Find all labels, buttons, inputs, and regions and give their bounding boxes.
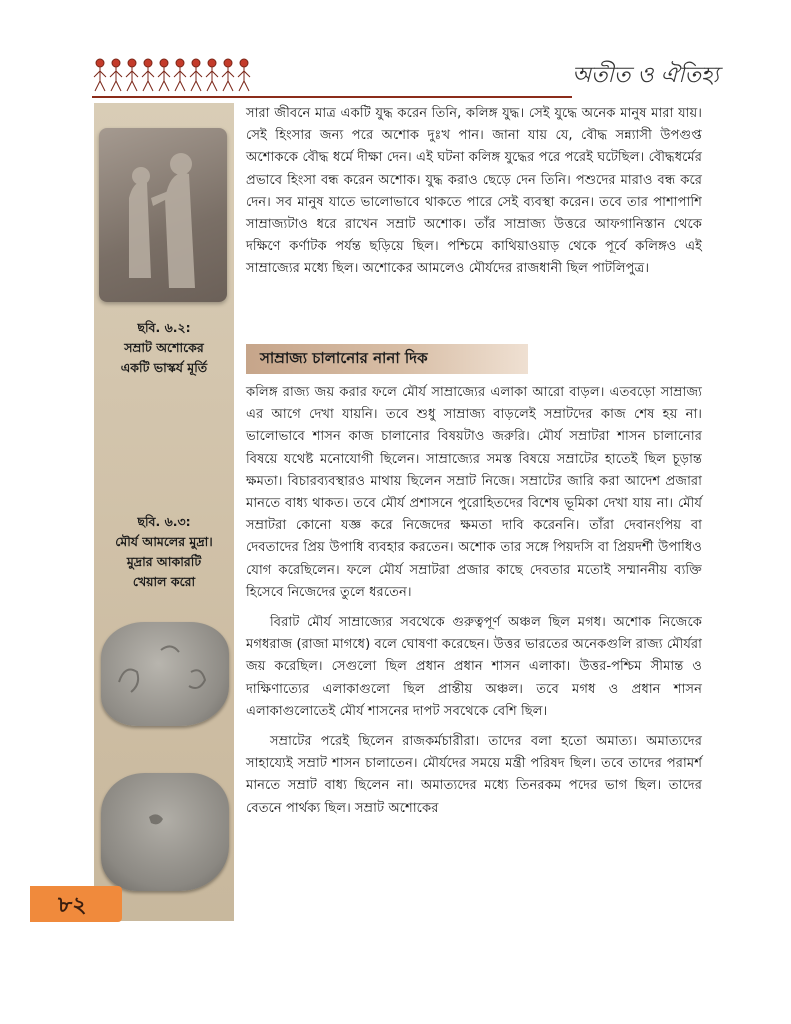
page-number: ৮২ xyxy=(58,893,87,918)
figure-6-3-caption xyxy=(98,512,230,592)
caption-line: মুদ্রার আকারটি xyxy=(126,554,202,569)
paragraph: কলিঙ্গ রাজ্য জয় করার ফলে মৌর্য সাম্রাজ্যের এলাকা আরো বাড়ল। এতবড়ো সাম্রাজ্য এর আগে দেখা যায়নি। তবে শুধু সাম্রাজ্য বাড়লেই সম্রাটদের কাজ শেষ হয় না। ভালোভাবে শাসন কাজ চালানোর বিষয়টাও জরুরি। মৌর্য সম্রাটরা শাসন চালানোর বিষয়ে যথেষ্ট মনোযোগী ছিলেন। সাম্রাজ্যের সমস্ত বিষয়ে সম্রাটের হাতেই ছিল চূড়ান্ত ক্ষমতা। বিচারব্যবস্থারও মাথায় ছিলেন সম্রাট নিজে। সম্রাটের জারি করা আদেশ প্রজারা মানতে বাধ্য থাকত। তবে মৌর্য প্রশাসনে পুরোহিতদের বিশেষ ভূমিকা দেখা যায় না। মৌর্য সম্রাটরা কোনো যজ্ঞ করে নিজেদের ক্ষমতা দাবি করেননি। তাঁরা দেবানংপিয় বা দেবতাদের প্রিয় উপাধি ব্যবহার করতেন। অশোক তার সঙ্গে পিয়দসি বা প্রিয়দর্শী উপাধিও যোগ করেছিলেন। ফলে মৌর্য সম্রাটরা প্রজার কাছে দেবতার মতোই সম্মাননীয় ব্যক্তি হিসেবে নিজেদের তুলে ধরতেন। xyxy=(246,385,702,600)
paragraph: সারা জীবনে মাত্র একটি যুদ্ধ করেন তিনি, কলিঙ্গ যুদ্ধ। সেই যুদ্ধে অনেক মানুষ মারা যায়। সেই হিংসার জন্য পরে অশোক দুঃখ পান। জানা যায় যে, বৌদ্ধ সন্ন্যাসী উপগুপ্ত অশোককে বৌদ্ধ ধর্মে দীক্ষা দেন। এই ঘটনা কলিঙ্গ যুদ্ধের পরে পরেই ঘটেছিল। বৌদ্ধধর্মের প্রভাবে হিংসা বন্ধ করেন অশোক। যুদ্ধ করাও ছেড়ে দেন তিনি। পশুদের মারাও বন্ধ করে দেন। সব মানুষ যাতে ভালোভাবে থাকতে পারে সেই ব্যবস্থা করেন। তবে তার পাশাপাশি সাম্রাজ্যটাও ধরে রাখেন সম্রাট অশোক। তাঁর সাম্রাজ্য উত্তরে আফগানিস্তান থেকে দক্ষিণে কর্ণাটক পর্যন্ত ছড়িয়ে ছিল। পশ্চিমে কাথিয়াওয়াড় থেকে পূর্বে কলিঙ্গও এই সাম্রাজ্যের মধ্যে ছিল। অশোকের আমলেও মৌর্যদের রাজধানী ছিল পাটলিপুত্র। xyxy=(246,106,702,277)
header-decorative-figures xyxy=(92,55,572,97)
ashoka-sculpture-image xyxy=(99,128,227,302)
header-rule xyxy=(92,96,572,98)
mauryan-coin-image-1 xyxy=(101,622,229,726)
caption-line: একটি ভাস্কর্য মূর্তি xyxy=(120,360,208,375)
main-text-column xyxy=(246,103,702,281)
mauryan-coin-image-2 xyxy=(101,773,229,891)
caption-line: সম্রাট অশোকের xyxy=(124,340,204,355)
caption-line: ছবি. ৬.৩: xyxy=(137,514,191,529)
caption-line: মৌর্য আমলের মুদ্রা। xyxy=(115,534,213,549)
main-text-column-lower xyxy=(246,382,702,820)
section-heading: সাম্রাজ্য চালানোর নানা দিক xyxy=(246,344,528,374)
paragraph: বিরাট মৌর্য সাম্রাজ্যের সবথেকে গুরুত্বপূর্ণ অঞ্চল ছিল মগধ। অশোক নিজেকে মগধরাজ (রাজা মাগধে) বলে ঘোষণা করেছেন। উত্তর ভারতের অনেকগুলি রাজ্য মৌর্যরা জয় করেছিল। সেগুলো ছিল প্রধান প্রধান শাসন এলাকা। উত্তর-পশ্চিম সীমান্ত ও দাক্ষিণাত্যের এলাকাগুলো ছিল প্রান্তীয় অঞ্চল। তবে মগধ ও প্রধান শাসন এলাকাগুলোতেই মৌর্য শাসনের দাপট সবথেকে বেশি ছিল। xyxy=(246,615,702,719)
figure-6-2-caption xyxy=(98,318,230,378)
caption-line: ছবি. ৬.২: xyxy=(137,320,191,335)
paragraph: সম্রাটের পরেই ছিলেন রাজকর্মচারীরা। তাদের বলা হতো অমাত্য। অমাত্যদের সাহায্যেই সম্রাট শাসন চালাতেন। মৌর্যদের সময়ে মন্ত্রী পরিষদ ছিল। তবে তাদের পরামর্শ মানতে সম্রাট বাধ্য ছিলেন না। অমাত্যদের মধ্যে তিনরকম পদের ভাগ ছিল। তাদের বেতনে পার্থক্য ছিল। সম্রাট অশোকের xyxy=(246,734,702,816)
caption-line: খেয়াল করো xyxy=(132,574,196,589)
book-brand-title: অতীত ও ঐতিহ্য xyxy=(572,63,719,88)
